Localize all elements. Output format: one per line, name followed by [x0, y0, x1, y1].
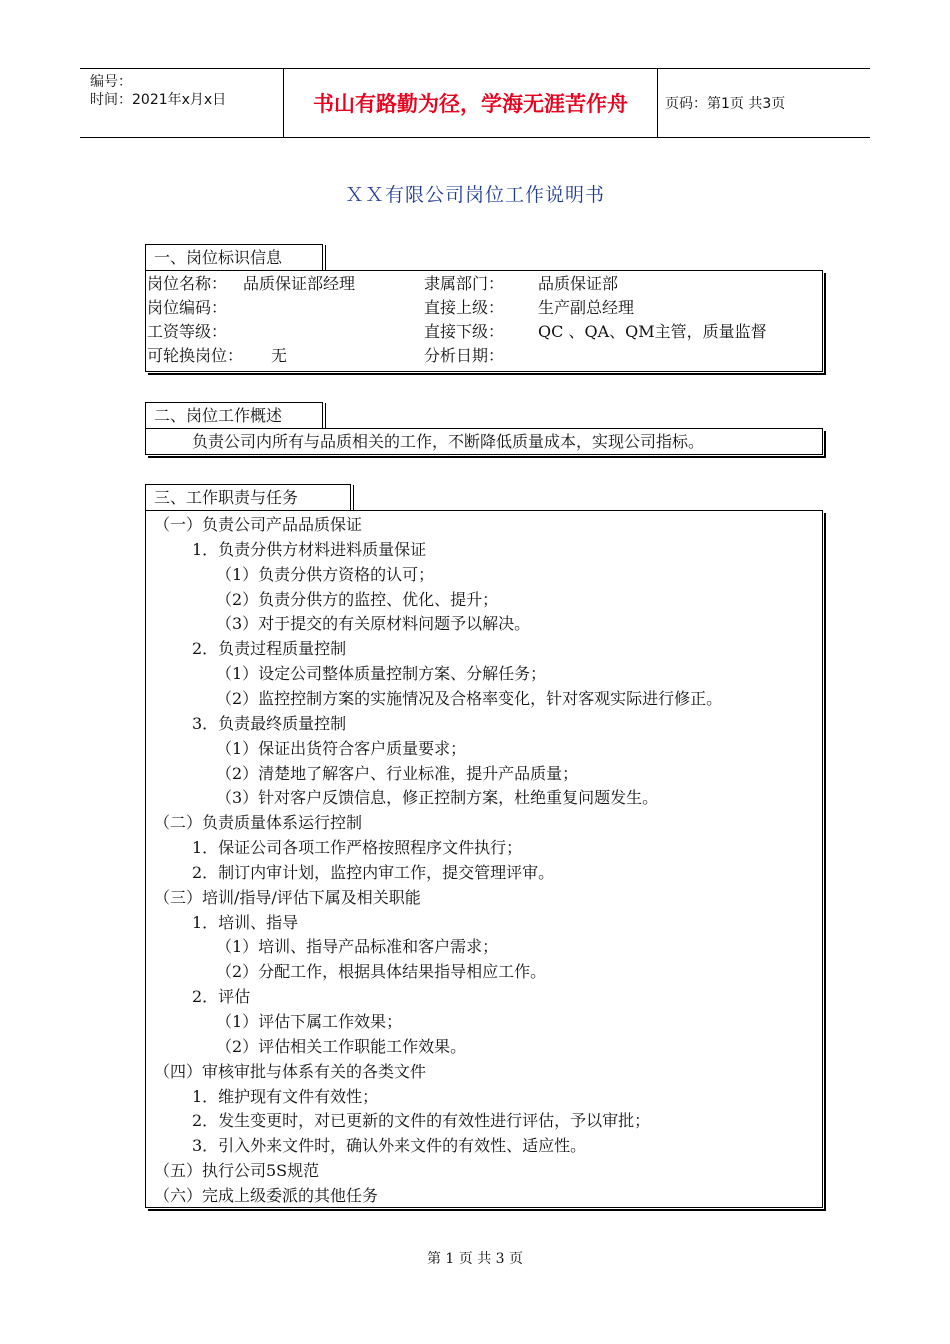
duty-line-level-0: （三）培训/指导/评估下属及相关职能 [154, 887, 421, 907]
duty-line-level-0: （四）审核审批与体系有关的各类文件 [154, 1061, 427, 1081]
info-row [146, 272, 822, 296]
info-row [146, 296, 822, 320]
duty-line-level-2: （2）负责分供方的监控、优化、提升； [216, 589, 499, 609]
section3-duties-box [145, 510, 823, 1208]
info-value: 品质保证部经理 [243, 274, 356, 293]
info-label: 直接上级： [424, 298, 505, 317]
header-meta [80, 69, 283, 137]
duty-line-level-2: （2）评估相关工作职能工作效果。 [216, 1036, 467, 1056]
duty-line-level-2: （2）清楚地了解客户、行业标准，提升产品质量； [216, 763, 579, 783]
header-page-info: 页码：第1页 共3页 [665, 96, 786, 112]
section2-heading: 二、岗位工作概述 [145, 402, 323, 428]
section3-heading: 三、工作职责与任务 [145, 484, 351, 510]
duty-line-level-2: （1）负责分供方资格的认可； [216, 564, 435, 584]
info-label: 分析日期： [424, 346, 505, 365]
duty-line-level-2: （3）针对客户反馈信息，修正控制方案，杜绝重复问题发生。 [216, 788, 659, 808]
info-row [146, 320, 822, 344]
duty-line-level-1: 2．评估 [192, 987, 251, 1007]
summary-text: 负责公司内所有与品质相关的工作，不断降低质量成本，实现公司指标。 [192, 432, 705, 451]
duty-line-level-1: 1．负责分供方材料进料质量保证 [192, 539, 427, 559]
info-label: 可轮换岗位： [147, 346, 244, 365]
info-value: QC 、QA、QM主管，质量监督 [538, 322, 767, 341]
section1-info-box [145, 270, 823, 372]
info-label: 直接下级： [424, 322, 505, 341]
section1-heading: 一、岗位标识信息 [145, 244, 323, 270]
duty-line-level-0: （五）执行公司5S规范 [154, 1161, 320, 1181]
info-value: 生产副总经理 [538, 298, 635, 317]
duty-line-level-1: 2．制订内审计划，监控内审工作，提交管理评审。 [192, 862, 555, 882]
duty-line-level-0: （一）负责公司产品品质保证 [154, 515, 363, 534]
duty-line-level-2: （1）培训、指导产品标准和客户需求； [216, 937, 499, 957]
document-title: ＸＸ有限公司岗位工作说明书 [344, 184, 605, 206]
code-label: 编号： [90, 74, 132, 90]
duty-line-level-2: （3）对于提交的有关原材料问题予以解决。 [216, 614, 531, 634]
duty-line-level-1: 3．负责最终质量控制 [192, 713, 347, 733]
document-header [80, 68, 870, 138]
info-label: 岗位编码： [147, 298, 228, 317]
duty-line-level-2: （1）评估下属工作效果； [216, 1012, 403, 1031]
duty-line-level-2: （1）设定公司整体质量控制方案、分解任务； [216, 664, 547, 684]
time-label: 时间：2021年x月x日 [90, 92, 227, 108]
duty-line-level-2: （2）监控控制方案的实施情况及合格率变化，针对客观实际进行修正。 [216, 688, 723, 708]
page-footer: 第 1 页 共 3 页 [426, 1251, 524, 1267]
info-label: 隶属部门： [424, 274, 505, 293]
duty-line-level-1: 2．负责过程质量控制 [192, 639, 347, 659]
header-motto: 书山有路勤为径，学海无涯苦作舟 [283, 69, 658, 137]
duty-line-level-1: 2．发生变更时，对已更新的文件的有效性进行评估，予以审批； [192, 1111, 651, 1131]
info-label: 工资等级： [147, 322, 228, 341]
duty-line-level-2: （1）保证出货符合客户质量要求； [216, 738, 467, 758]
duty-line-level-2: （2）分配工作，根据具体结果指导相应工作。 [216, 962, 547, 982]
info-row [146, 344, 822, 368]
duty-line-level-0: （二）负责质量体系运行控制 [154, 813, 363, 833]
duty-line-level-1: 1．维护现有文件有效性； [192, 1086, 379, 1106]
section2-summary-box [145, 428, 823, 455]
info-label: 岗位名称： [147, 274, 228, 293]
duty-line-level-1: 1．保证公司各项工作严格按照程序文件执行； [192, 838, 523, 858]
info-value: 无 [271, 346, 288, 365]
duty-line-level-0: （六）完成上级委派的其他任务 [154, 1185, 379, 1205]
duty-line-level-1: 1．培训、指导 [192, 912, 299, 932]
duty-line-level-1: 3．引入外来文件时，确认外来文件的有效性、适应性。 [192, 1136, 587, 1156]
info-value: 品质保证部 [538, 274, 619, 293]
